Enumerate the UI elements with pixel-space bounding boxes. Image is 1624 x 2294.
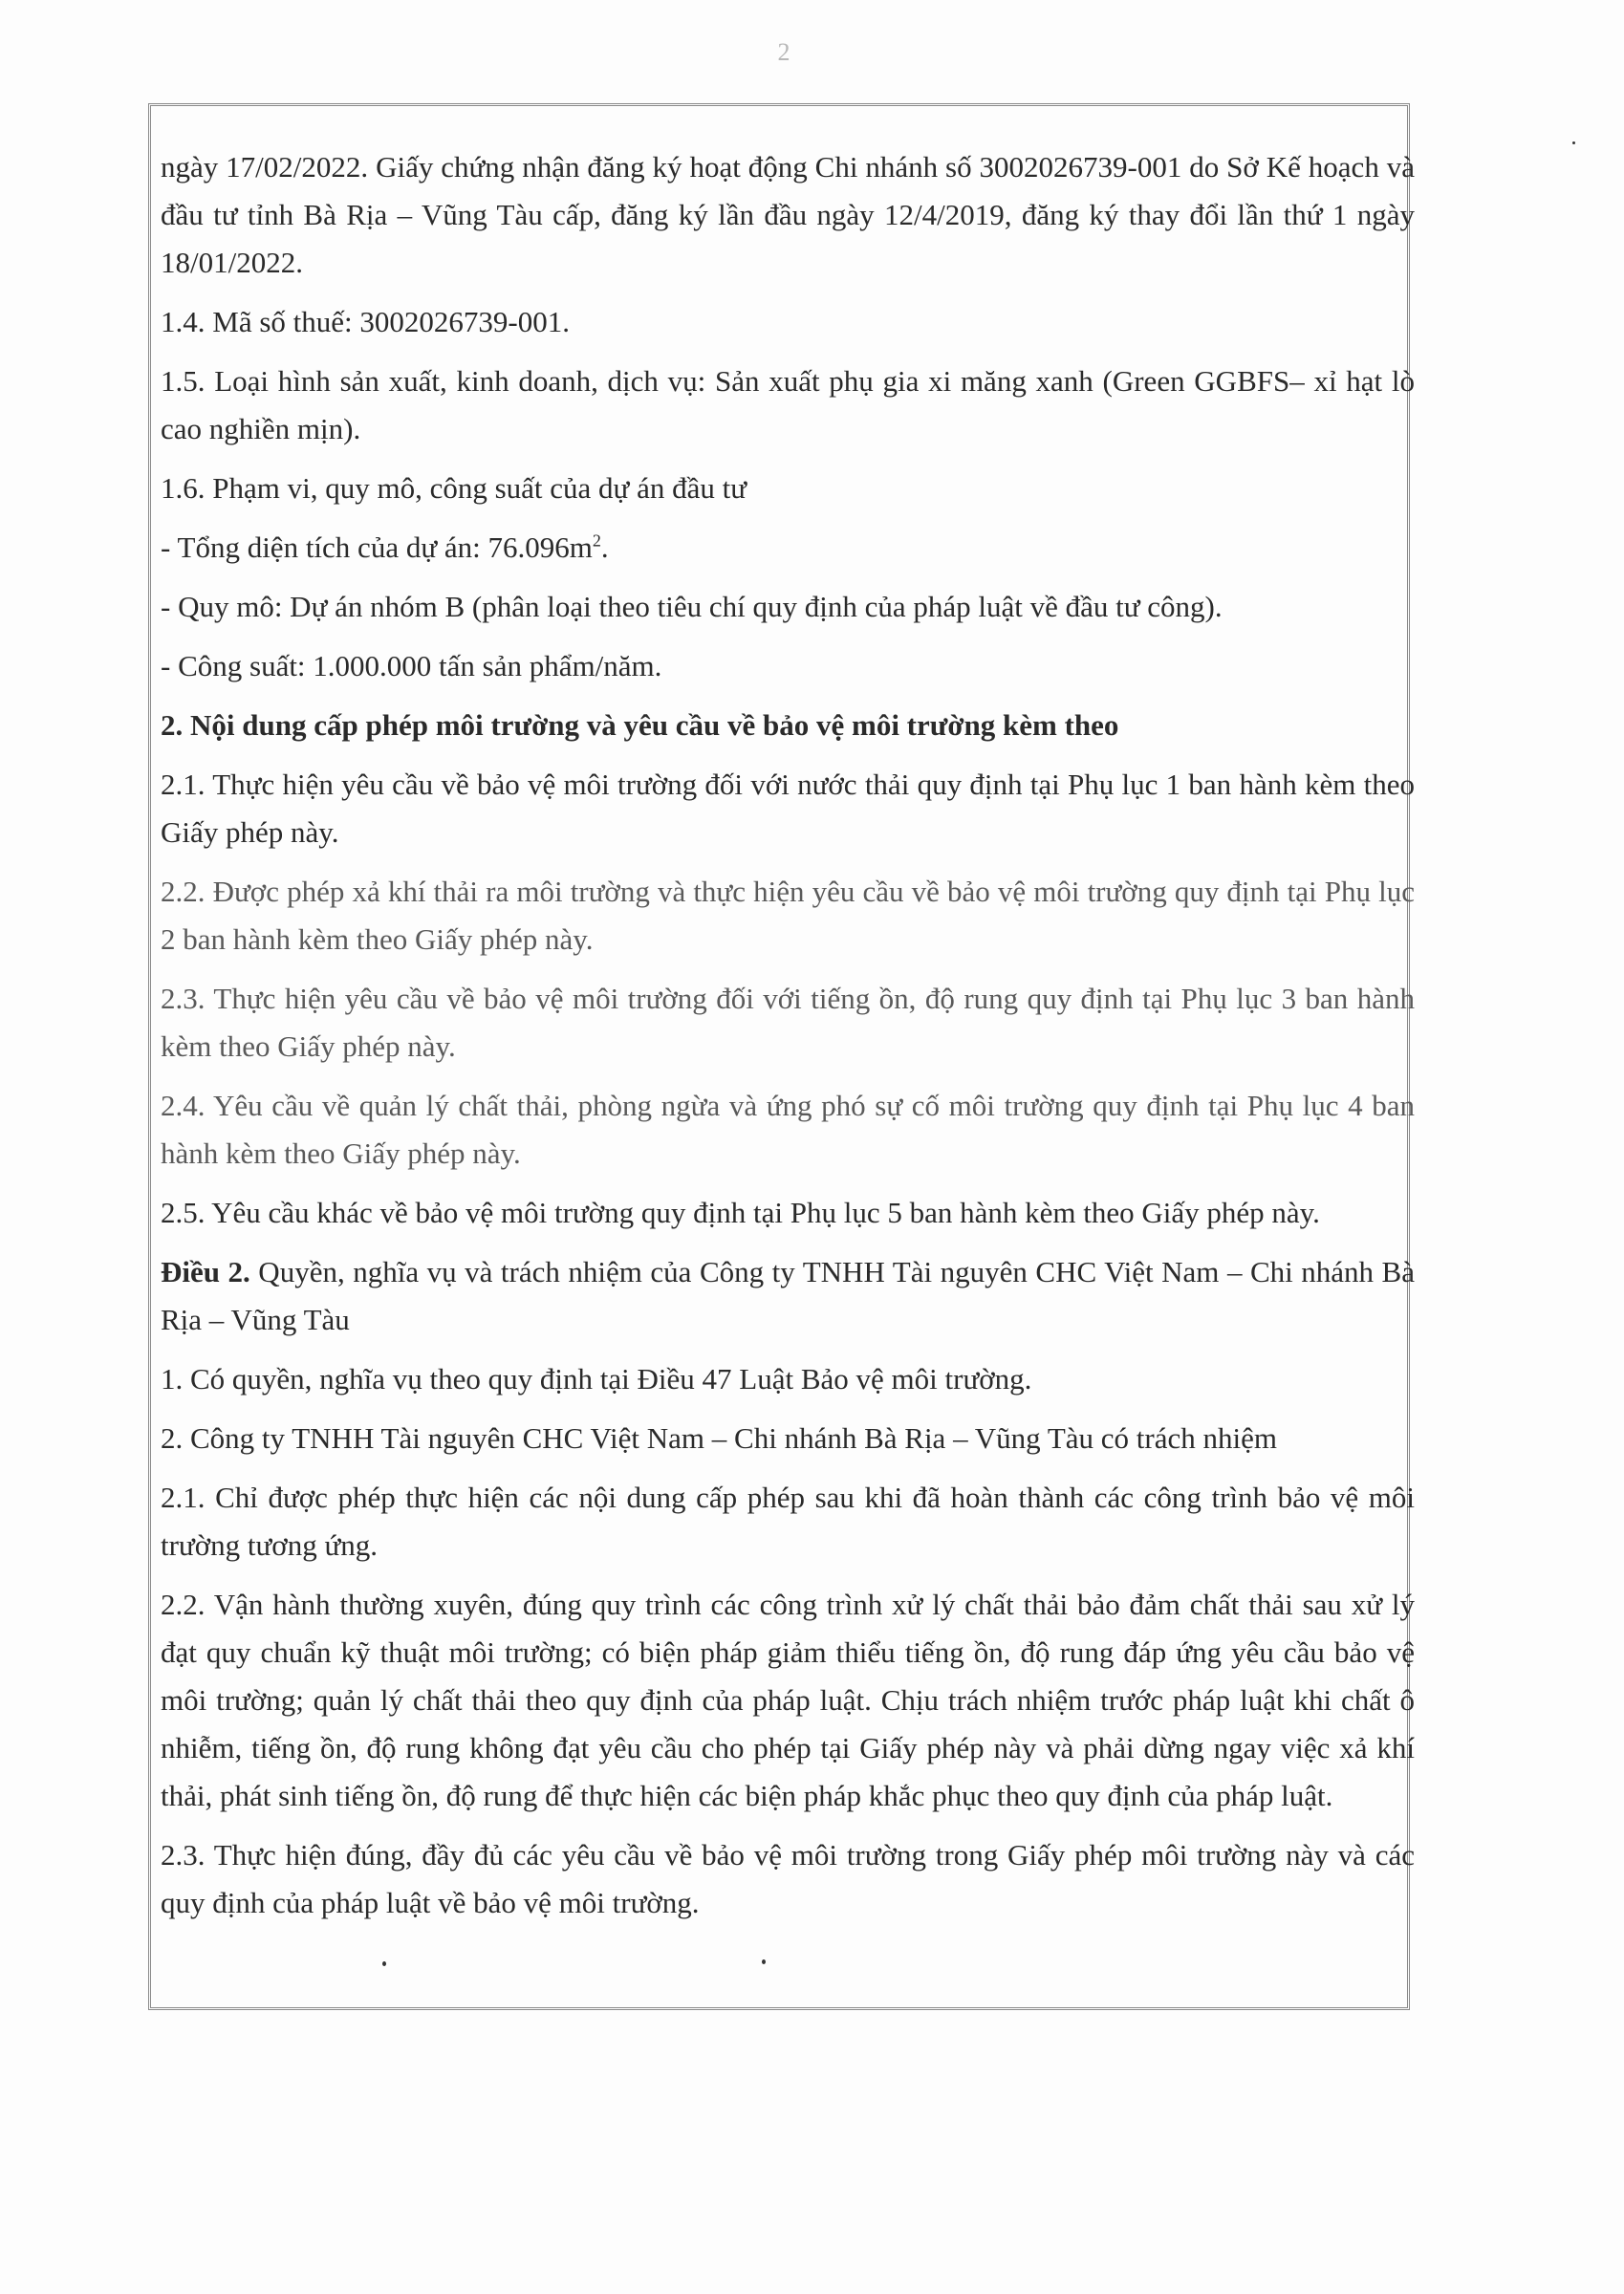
article-2-label: Điều 2. [161, 1255, 250, 1288]
paragraph-capacity: - Công suất: 1.000.000 tấn sản phẩm/năm. [161, 649, 662, 682]
paragraph-project-scale: - Quy mô: Dự án nhóm B (phân loại theo tiêu chí quy định của pháp luật về đầu tư công). [161, 590, 1223, 623]
paragraph-total-area [161, 524, 1415, 572]
paragraph-tax-code: 1.4. Mã số thuế: 3002026739-001. [161, 305, 570, 338]
article-2-item-2-1: 2.1. Chỉ được phép thực hiện các nội dung cấp phép sau khi đã hoàn thành các công trình bảo vệ môi trường tương ứng. [161, 1481, 1415, 1562]
paragraph-2-3: 2.3. Thực hiện yêu cầu về bảo vệ môi trường đối với tiếng ồn, độ rung quy định tại Phụ lục 3 ban hành kèm theo Giấy phép này. [161, 982, 1415, 1063]
paragraph-2-1: 2.1. Thực hiện yêu cầu về bảo vệ môi trường đối với nước thải quy định tại Phụ lục 1 ban hành kèm theo Giấy phép này. [161, 768, 1415, 849]
paragraph-issuance: ngày 17/02/2022. Giấy chứng nhận đăng ký hoạt động Chi nhánh số 3002026739-001 do Sở Kế hoạch và đầu tư tỉnh Bà Rịa – Vũng Tàu cấp, đăng ký lần đầu ngày 12/4/2019, đăng ký thay đổi lần thứ 1 ngày 18/01/2022. [161, 150, 1415, 279]
article-2-title: Quyền, nghĩa vụ và trách nhiệm của Công ty TNHH Tài nguyên CHC Việt Nam – Chi nhánh Bà Rịa – Vũng Tàu [161, 1255, 1415, 1336]
scan-speck [382, 1961, 386, 1966]
paragraph-business-type: 1.5. Loại hình sản xuất, kinh doanh, dịch vụ: Sản xuất phụ gia xi măng xanh (Green GGBFS– xỉ hạt lò cao nghiền mịn). [161, 364, 1415, 445]
paragraph-2-2: 2.2. Được phép xả khí thải ra môi trường và thực hiện yêu cầu về bảo vệ môi trường quy định tại Phụ lục 2 ban hành kèm theo Giấy phép này. [161, 875, 1415, 956]
scan-speck [1572, 141, 1575, 144]
paragraph-scope: 1.6. Phạm vi, quy mô, công suất của dự án đầu tư [161, 471, 747, 505]
area-unit-superscript: 2 [592, 530, 601, 551]
article-2-item-1: 1. Có quyền, nghĩa vụ theo quy định tại Điều 47 Luật Bảo vệ môi trường. [161, 1362, 1032, 1396]
paragraph-2-4: 2.4. Yêu cầu về quản lý chất thải, phòng ngừa và ứng phó sự cố môi trường quy định tại Phụ lục 4 ban hành kèm theo Giấy phép này. [161, 1089, 1415, 1170]
article-2-item-2: 2. Công ty TNHH Tài nguyên CHC Việt Nam – Chi nhánh Bà Rịa – Vũng Tàu có trách nhiệm [161, 1421, 1277, 1455]
article-2-item-2-2: 2.2. Vận hành thường xuyên, đúng quy trình các công trình xử lý chất thải bảo đảm chất thải sau xử lý đạt quy chuẩn kỹ thuật môi trường; có biện pháp giảm thiểu tiếng ồn, độ rung đáp ứng yêu cầu bảo vệ môi trường; quản lý chất thải theo quy định của pháp luật. Chịu trách nhiệm trước pháp luật khi chất ô nhiễm, tiếng ồn, độ rung không đạt yêu cầu cho phép tại Giấy phép này và phải dừng ngay việc xả khí thải, phát sinh tiếng ồn, độ rung để thực hiện các biện pháp khắc phục theo quy định của pháp luật. [161, 1588, 1415, 1812]
document-body [161, 143, 1415, 1938]
total-area-text: - Tổng diện tích của dự án: 76.096m [161, 530, 593, 564]
total-area-period: . [600, 530, 609, 564]
article-2-heading [161, 1248, 1415, 1344]
scan-speck [762, 1959, 766, 1964]
paragraph-2-5: 2.5. Yêu cầu khác về bảo vệ môi trường quy định tại Phụ lục 5 ban hành kèm theo Giấy phép này. [161, 1196, 1320, 1229]
page-number: 2 [777, 38, 790, 66]
article-2-item-2-3: 2.3. Thực hiện đúng, đầy đủ các yêu cầu về bảo vệ môi trường trong Giấy phép môi trường này và các quy định của pháp luật về bảo vệ môi trường. [161, 1838, 1415, 1919]
section-2-heading: 2. Nội dung cấp phép môi trường và yêu cầu về bảo vệ môi trường kèm theo [161, 708, 1119, 742]
